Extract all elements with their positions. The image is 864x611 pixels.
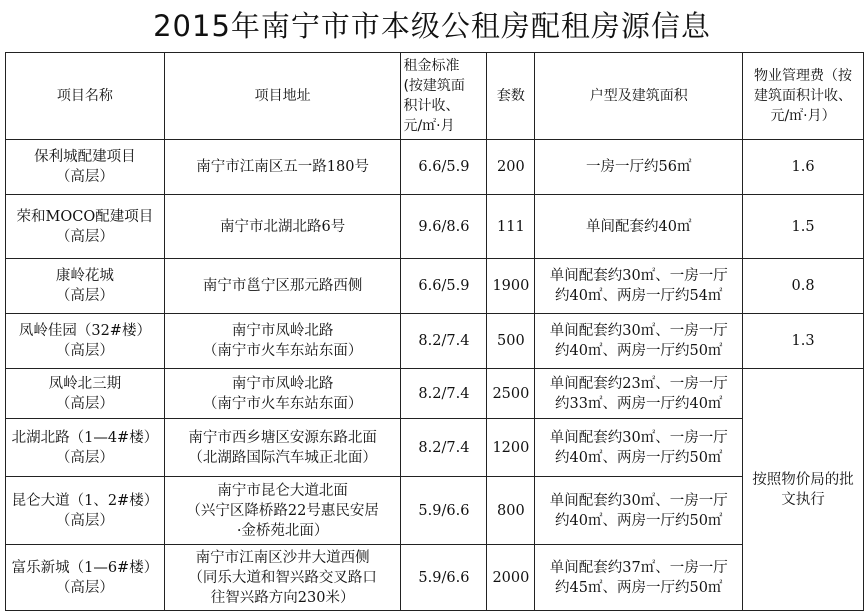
table-row — [6, 259, 864, 314]
merged-fee-cell: 按照物价局的批 文执行 — [743, 369, 864, 611]
fee-cell: 1.5 — [743, 195, 864, 259]
project-name-cell: 凤岭佳园（32#楼） （高层） — [6, 314, 165, 369]
project-name-cell: 北湖北路（1—4#楼） （高层） — [6, 419, 165, 477]
header-rent: 租金标准 (按建筑面 积计收、 元/㎡·月 — [401, 53, 487, 140]
table-row — [6, 477, 864, 545]
header-units: 套数 — [487, 53, 535, 140]
project-name-cell: 荣和MOCO配建项目 （高层） — [6, 195, 165, 259]
address-cell: 南宁市昆仑大道北面 （兴宁区降桥路22号惠民安居 ·金桥苑北面） — [164, 477, 401, 545]
header-fee: 物业管理费（按 建筑面积计收、 元/㎡·月） — [743, 53, 864, 140]
rent-cell: 5.9/6.6 — [401, 545, 487, 611]
housing-table — [5, 52, 864, 611]
project-name-cell: 保利城配建项目 （高层） — [6, 140, 165, 195]
layout-cell: 单间配套约23㎡、一房一厅 约33㎡、两房一厅约40㎡ — [535, 369, 743, 419]
units-cell: 500 — [487, 314, 535, 369]
address-cell: 南宁市北湖北路6号 — [164, 195, 401, 259]
project-name-cell: 昆仑大道（1、2#楼） （高层） — [6, 477, 165, 545]
units-cell: 800 — [487, 477, 535, 545]
fee-cell: 1.6 — [743, 140, 864, 195]
table-row — [6, 369, 864, 419]
layout-cell: 单间配套约30㎡、一房一厅 约40㎡、两房一厅约54㎡ — [535, 259, 743, 314]
address-cell: 南宁市凤岭北路 （南宁市火车东站东面） — [164, 314, 401, 369]
page-title: 2015年南宁市市本级公租房配租房源信息 — [153, 9, 711, 43]
units-cell: 2000 — [487, 545, 535, 611]
project-name-cell: 凤岭北三期 （高层） — [6, 369, 165, 419]
header-name: 项目名称 — [6, 53, 165, 140]
table-row — [6, 314, 864, 369]
address-cell: 南宁市江南区五一路180号 — [164, 140, 401, 195]
rent-cell: 6.6/5.9 — [401, 140, 487, 195]
layout-cell: 单间配套约30㎡、一房一厅 约40㎡、两房一厅约50㎡ — [535, 419, 743, 477]
rent-cell: 5.9/6.6 — [401, 477, 487, 545]
units-cell: 1200 — [487, 419, 535, 477]
table-row — [6, 419, 864, 477]
units-cell: 200 — [487, 140, 535, 195]
address-cell: 南宁市江南区沙井大道西侧 （同乐大道和智兴路交叉路口 往智兴路方向230米） — [164, 545, 401, 611]
rent-cell: 8.2/7.4 — [401, 314, 487, 369]
rent-cell: 8.2/7.4 — [401, 369, 487, 419]
table-row — [6, 140, 864, 195]
header-layout: 户型及建筑面积 — [535, 53, 743, 140]
project-name-cell: 富乐新城（1—6#楼） （高层） — [6, 545, 165, 611]
layout-cell: 单间配套约40㎡ — [535, 195, 743, 259]
rent-cell: 8.2/7.4 — [401, 419, 487, 477]
address-cell: 南宁市邕宁区那元路西侧 — [164, 259, 401, 314]
header-address: 项目地址 — [164, 53, 401, 140]
rent-cell: 9.6/8.6 — [401, 195, 487, 259]
fee-cell: 1.3 — [743, 314, 864, 369]
table-row — [6, 545, 864, 611]
units-cell: 1900 — [487, 259, 535, 314]
layout-cell: 单间配套约30㎡、一房一厅 约40㎡、两房一厅约50㎡ — [535, 314, 743, 369]
layout-cell: 单间配套约37㎡、一房一厅 约45㎡、两房一厅约50㎡ — [535, 545, 743, 611]
units-cell: 111 — [487, 195, 535, 259]
header-row — [6, 53, 864, 140]
fee-cell: 0.8 — [743, 259, 864, 314]
address-cell: 南宁市西乡塘区安源东路北面 （北湖路国际汽车城正北面） — [164, 419, 401, 477]
project-name-cell: 康岭花城 （高层） — [6, 259, 165, 314]
units-cell: 2500 — [487, 369, 535, 419]
layout-cell: 一房一厅约56㎡ — [535, 140, 743, 195]
layout-cell: 单间配套约30㎡、一房一厅 约40㎡、两房一厅约50㎡ — [535, 477, 743, 545]
rent-cell: 6.6/5.9 — [401, 259, 487, 314]
table-row — [6, 195, 864, 259]
address-cell: 南宁市凤岭北路 （南宁市火车东站东面） — [164, 369, 401, 419]
